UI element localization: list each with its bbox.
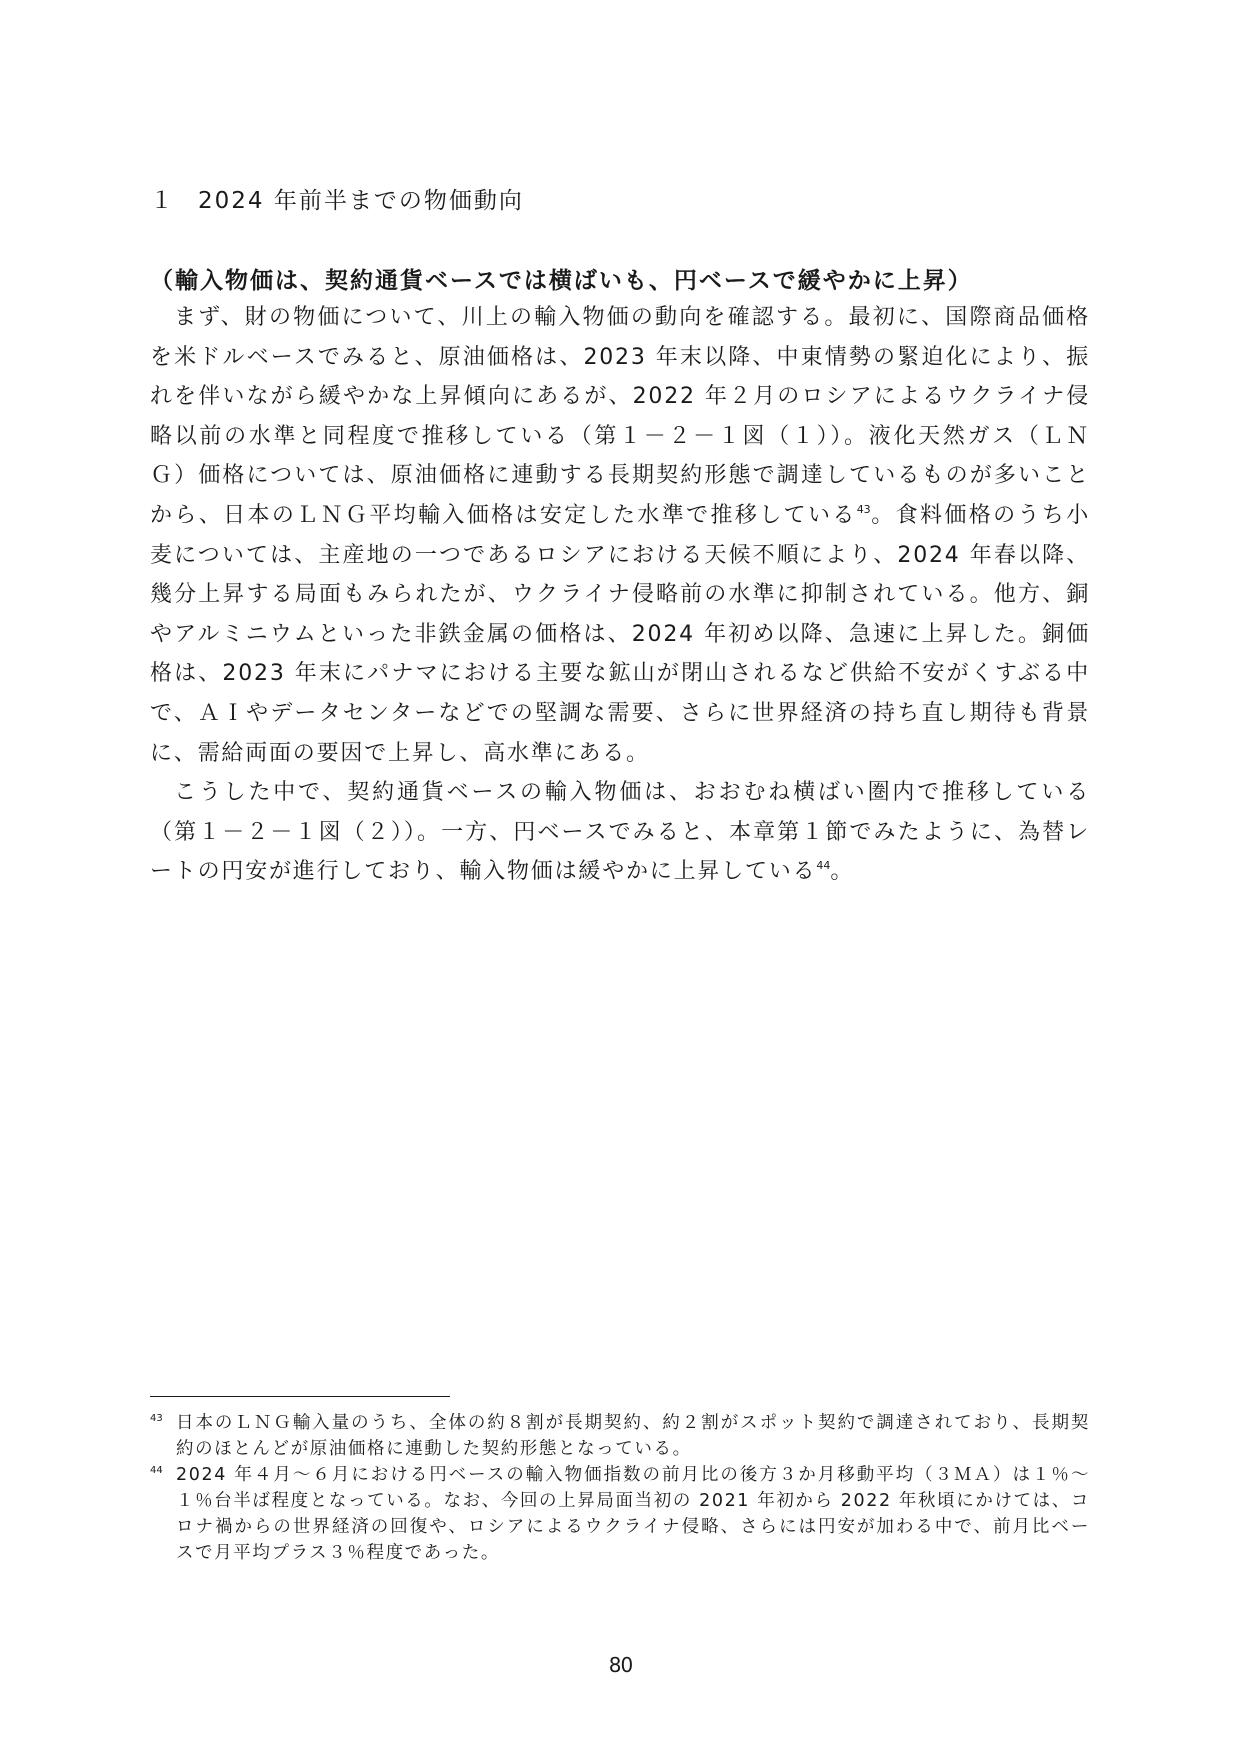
paragraph <box>150 773 1090 892</box>
subheading: （輸入物価は、契約通貨ベースでは横ばいも、円ベースで緩やかに上昇） <box>150 268 973 294</box>
footnote-reference[interactable]: 43 <box>856 502 871 516</box>
section-number: １ <box>150 188 175 214</box>
footnote-number: 43 <box>150 1413 163 1424</box>
body-text <box>150 298 1090 892</box>
footnote-number: 44 <box>150 1465 163 1476</box>
footnote <box>150 1462 1090 1566</box>
footnote <box>150 1410 1090 1462</box>
footnote-text: 2024 年４月～６月における円ベースの輸入物価指数の前月比の後方３か月移動平均（３ＭＡ）は１％～１％台半ば程度となっている。なお、今回の上昇局面当初の 2021 年初から 2022 年秋頃にかけては、コロナ禍からの世界経済の回復や、ロシアによるウクライナ侵略、さらには円安が加わる中で、前月比ベースで月平均プラス３％程度であった。 <box>176 1465 1090 1563</box>
paragraph-text: 。食料価格のうち小麦については、主産地の一つであるロシアにおける天候不順により、2024 年春以降、幾分上昇する局面もみられたが、ウクライナ侵略前の水準に抑制されている。他方、銅やアルミニウムといった非鉄金属の価格は、2024 年初め以降、急速に上昇した。銅価格は、2023 年末にパナマにおける主要な鉱山が閉山されるなど供給不安がくすぶる中で、ＡＩやデータセンターなどでの堅調な需要、さらに世界経済の持ち直し期待も背景に、需給両面の要因で上昇し、高水準にある。 <box>150 502 1091 766</box>
section-heading <box>150 182 524 215</box>
paragraph-text: 。 <box>830 859 855 885</box>
paragraph-text: まず、財の物価について、川上の輸入物価の動向を確認する。最初に、国際商品価格を米ドルベースでみると、原油価格は、2023 年末以降、中東情勢の緊迫化により、振れを伴いながら緩やかな上昇傾向にあるが、2022 年２月のロシアによるウクライナ侵略以前の水準と同程度で推移している（第１－２－１図（１））。液化天然ガス（ＬＮＧ）価格については、原油価格に連動する長期契約形態で調達しているものが多いことから、日本のＬＮＧ平均輸入価格は安定した水準で推移している <box>150 305 1090 528</box>
paragraph <box>150 298 1090 773</box>
footnotes <box>150 1410 1090 1566</box>
footnote-reference[interactable]: 44 <box>816 859 831 873</box>
footnote-text: 日本のＬＮＧ輸入量のうち、全体の約８割が長期契約、約２割がスポット契約で調達されており、長期契約のほとんどが原油価格に連動した契約形態となっている。 <box>176 1413 1090 1459</box>
paragraph-text: こうした中で、契約通貨ベースの輸入物価は、おおむね横ばい圏内で推移している（第１－２－１図（２））。一方、円ベースでみると、本章第１節でみたように、為替レートの円安が進行しており、輸入物価は緩やかに上昇している <box>150 780 1090 885</box>
footnote-divider <box>150 1396 450 1397</box>
page-number: 80 <box>608 1653 633 1677</box>
section-title-text: 2024 年前半までの物価動向 <box>198 188 524 214</box>
